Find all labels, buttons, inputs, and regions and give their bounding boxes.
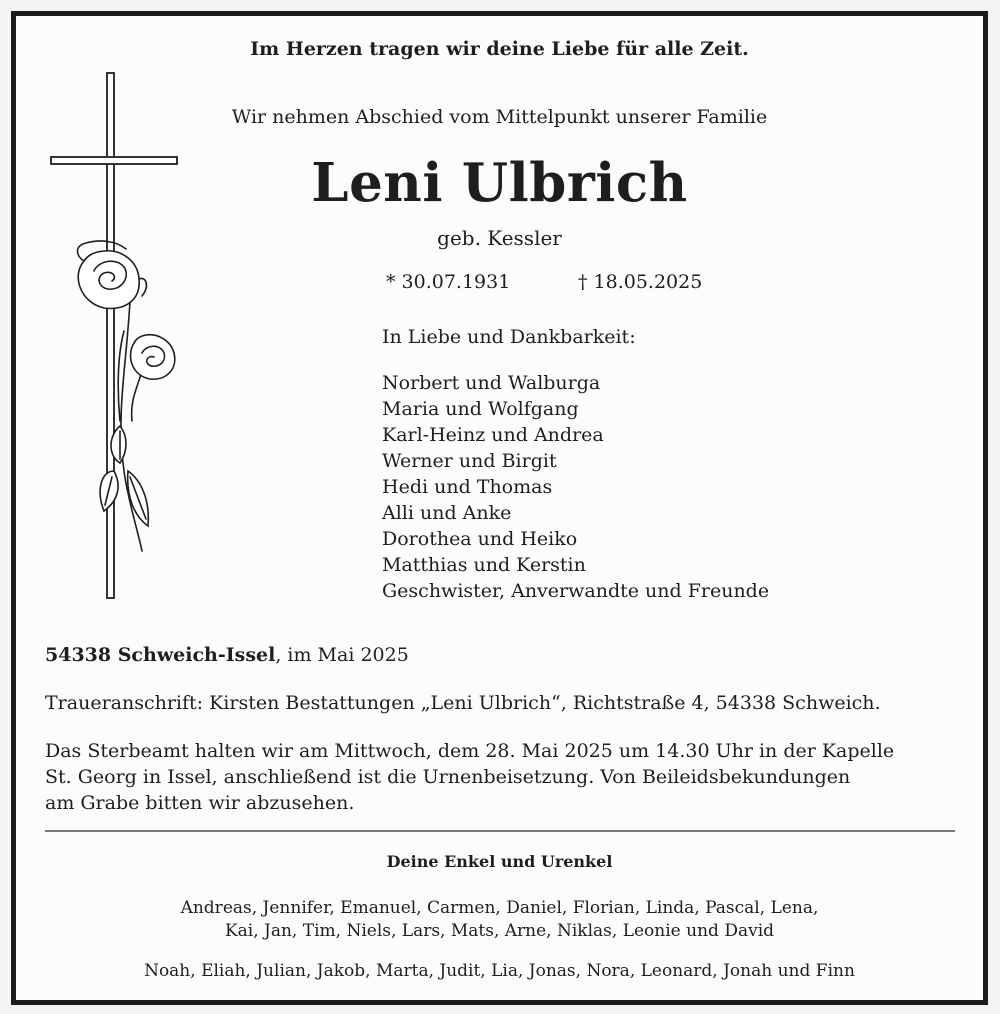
mourners-list (382, 370, 769, 604)
divider (45, 830, 955, 832)
mourner-item: Matthias und Kerstin (382, 554, 586, 576)
grandchildren-title: Deine Enkel und Urenkel (386, 852, 613, 871)
mourner-item: Alli und Anke (382, 502, 512, 524)
great-grandchildren-line: Noah, Eliah, Julian, Jakob, Marta, Judit, Lia, Jonas, Nora, Leonard, Jonah und Finn (144, 961, 855, 981)
service-notice (45, 738, 965, 816)
place-location: 54338 Schweich-Issel (45, 644, 276, 666)
deceased-name: Leni Ulbrich (311, 152, 688, 214)
motto: Im Herzen tragen wir deine Liebe für alle Zeit. (250, 38, 749, 60)
mourner-item: Norbert und Walburga (382, 372, 601, 394)
maiden-name: geb. Kessler (437, 226, 562, 250)
mourner-item: Werner und Birgit (382, 450, 557, 472)
mourner-item: Geschwister, Anverwandte und Freunde (382, 580, 770, 602)
mourner-item: Maria und Wolfgang (382, 398, 579, 420)
service-line: Das Sterbeamt halten wir am Mittwoch, dem 28. Mai 2025 um 14.30 Uhr in der Kapelle (45, 740, 895, 762)
mourner-item: Dorothea und Heiko (382, 528, 578, 550)
place-and-date (45, 644, 409, 666)
mourner-item: Karl-Heinz und Andrea (382, 424, 604, 446)
grandchildren-line: Kai, Jan, Tim, Niels, Lars, Mats, Arne, Niklas, Leonie und David (224, 921, 775, 941)
death-date: † 18.05.2025 (578, 271, 703, 293)
mourner-item: Hedi und Thomas (382, 476, 553, 498)
intro-text: Wir nehmen Abschied vom Mittelpunkt unserer Familie (231, 106, 768, 128)
thanks-heading: In Liebe und Dankbarkeit: (382, 326, 636, 348)
place-date: , im Mai 2025 (275, 644, 409, 666)
birth-date: * 30.07.1931 (386, 271, 511, 293)
mourning-address: Traueranschrift: Kirsten Bestattungen „Leni Ulbrich“, Richtstraße 4, 54338 Schweich. (45, 692, 881, 714)
obituary-frame (11, 11, 988, 1005)
service-line: St. Georg in Issel, anschließend ist die Urnenbeisetzung. Von Beileidsbekundungen (45, 766, 851, 788)
service-line: am Grabe bitten wir abzusehen. (45, 792, 355, 814)
grandchildren-line: Andreas, Jennifer, Emanuel, Carmen, Daniel, Florian, Linda, Pascal, Lena, (180, 898, 819, 918)
